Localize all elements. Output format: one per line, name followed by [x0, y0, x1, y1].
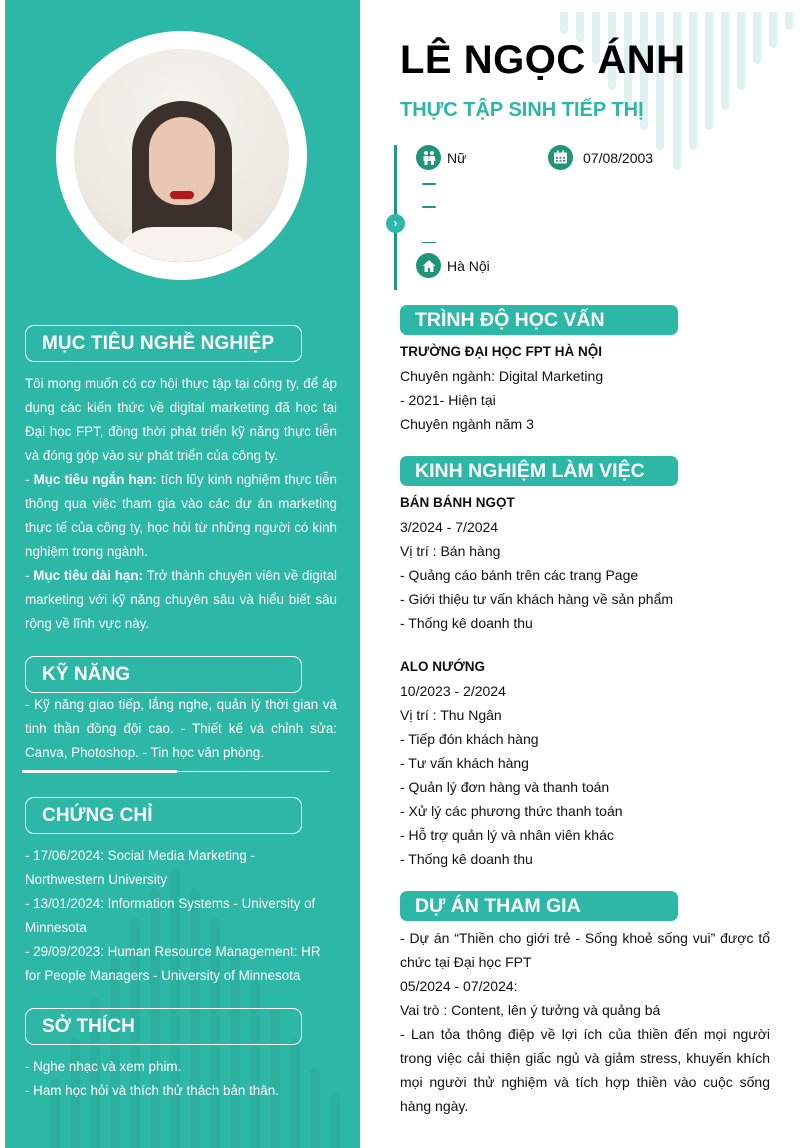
- education-heading: TRÌNH ĐỘ HỌC VẤN: [400, 305, 678, 335]
- education-line: - 2021- Hiện tại: [400, 392, 496, 408]
- experience-heading: KINH NGHIỆM LÀM VIỆC: [400, 456, 678, 486]
- long-term-label: Mục tiêu dài hạn:: [33, 568, 143, 583]
- job-period: 10/2023 - 2/2024: [400, 683, 506, 699]
- objective-heading: MỤC TIÊU NGHỀ NGHIỆP: [25, 325, 302, 362]
- job-period: 3/2024 - 7/2024: [400, 519, 499, 535]
- hobby-item: - Nghe nhạc và xem phim.: [25, 1059, 182, 1074]
- gender-value: Nữ: [447, 149, 467, 166]
- gender-icon: [416, 145, 441, 170]
- candidate-name: LÊ NGỌC ÁNH: [400, 38, 686, 82]
- job-task: - Hỗ trợ quản lý và nhân viên khác: [400, 827, 614, 843]
- job-task: - Xử lý các phương thức thanh toán: [400, 803, 623, 819]
- education-line: Chuyên ngành năm 3: [400, 416, 534, 432]
- objective-intro: Tôi mong muốn có cơ hội thực tập tại công ty, để áp dụng các kiến thức về digital marketing đã học tại Đại học FPT, đồng thời phát triển kỹ năng thực tiễn và đóng góp vào sự phát triển của công ty.: [25, 376, 337, 463]
- hobby-item: - Ham học hỏi và thích thử thách bản thân.: [25, 1083, 279, 1098]
- certificate-item: - 17/06/2024: Social Media Marketing - Northwestern University: [25, 848, 255, 887]
- job-entry: [400, 491, 770, 635]
- job-company: BÁN BÁNH NGỌT: [400, 495, 515, 510]
- skill-level-bar: [22, 771, 330, 772]
- home-icon: [416, 253, 441, 278]
- certificate-item: - 29/09/2023: Human Resource Management: HR for People Managers - University of Minnesota: [25, 944, 321, 983]
- job-position: Vị trí : Thu Ngân: [400, 707, 502, 723]
- school-name: TRƯỜNG ĐẠI HỌC FPT HÀ NỘI: [400, 344, 602, 359]
- certificates-heading: CHỨNG CHỈ: [25, 797, 302, 834]
- short-term-label: Mục tiêu ngắn hạn:: [33, 472, 157, 487]
- gender-info: [416, 145, 466, 170]
- projects-heading: DỰ ÁN THAM GIA: [400, 891, 678, 921]
- skills-heading: KỸ NĂNG: [25, 656, 302, 693]
- profile-photo: [74, 49, 289, 262]
- job-task: - Thống kê doanh thu: [400, 851, 533, 867]
- calendar-icon: [548, 145, 573, 170]
- birthdate-info: [548, 145, 653, 170]
- job-task: - Tư vấn khách hàng: [400, 755, 529, 771]
- objective-text: Tôi mong muốn có cơ hội thực tập tại công ty, để áp dụng các kiến thức về digital marketing đã học tại Đại học FPT, đồng thời phát triển kỹ năng thực tiễn và đóng góp vào sự phát triển của công ty. - Mục tiêu ngắn hạn: tích lũy kinh nghiệm thực tiễn thông qua việc tham gia vào các dự án marketing thực tế của công ty, học hỏi từ những người có kinh nghiệm trong ngành. - Mục tiêu dài hạn: Trở thành chuyên viên về digital marketing với kỹ năng chuyên sâu và hiểu biết sâu rộng về lĩnh vực này.: [25, 376, 337, 631]
- skills-text: - Kỹ năng giao tiếp, lắng nghe, quản lý thời gian và tinh thần đồng đội cao. - Thiết kế và chỉnh sửa: Canva, Photoshop. - Tin học văn phòng.: [25, 697, 337, 760]
- job-position: Vị trí : Bán hàng: [400, 543, 501, 559]
- contact-placeholder: [422, 242, 436, 243]
- project-name: - Dự án “Thiền cho giới trẻ - Sống khoẻ sống vui” được tổ chức tại Đại học FPT: [400, 930, 770, 970]
- avatar: [56, 31, 307, 280]
- job-task: - Tiếp đón khách hàng: [400, 731, 539, 747]
- contact-placeholder: [422, 206, 436, 208]
- skill-level-fill: [22, 770, 177, 773]
- education-line: Chuyên ngành: Digital Marketing: [400, 368, 604, 384]
- project-entry: [400, 926, 770, 1118]
- project-period: 05/2024 - 07/2024:: [400, 978, 518, 994]
- job-company: ALO NƯỚNG: [400, 659, 485, 674]
- sidebar: [5, 0, 360, 1148]
- job-task: - Quản lý đơn hàng và thanh toán: [400, 779, 610, 795]
- address-value: Hà Nội: [447, 257, 490, 274]
- certificate-item: - 13/01/2024: Information Systems - University of Minnesota: [25, 896, 316, 935]
- job-task: - Thống kê doanh thu: [400, 615, 533, 631]
- hobbies-heading: SỞ THÍCH: [25, 1008, 302, 1045]
- project-role: Vai trò : Content, lên ý tưởng và quảng bá: [400, 1002, 661, 1018]
- job-task: - Quảng cáo bánh trên các trang Page: [400, 567, 639, 583]
- birthdate-value: 07/08/2003: [583, 149, 654, 166]
- education-content: [400, 340, 770, 436]
- job-entry: [400, 655, 770, 871]
- chevron-right-icon[interactable]: ›: [386, 214, 405, 233]
- job-title: THỰC TẬP SINH TIẾP THỊ: [400, 99, 644, 121]
- job-task: - Giới thiệu tư vấn khách hàng về sản phẩm: [400, 591, 674, 607]
- address-info: [416, 253, 490, 278]
- hobbies-list: [25, 1055, 337, 1103]
- certificates-list: [25, 844, 337, 988]
- short-term-text: tích lũy kinh nghiệm thực tiễn thông qua việc tham gia vào các dự án marketing thực tế của công ty, học hỏi từ những người có kinh nghiệm trong ngành.: [25, 472, 337, 559]
- project-description: - Lan tỏa thông điệp về lợi ích của thiền đến mọi người trong việc cải thiện giấc ngủ và giảm stress, khuyến khích mọi người thử nghiệm và tích hợp thiền vào cuộc sống hàng ngày.: [400, 1026, 770, 1114]
- long-term-text: Trở thành chuyên viên về digital marketing với kỹ năng chuyên sâu và hiểu biết sâu rộng về lĩnh vực này.: [25, 568, 337, 631]
- contact-placeholder: [422, 183, 436, 185]
